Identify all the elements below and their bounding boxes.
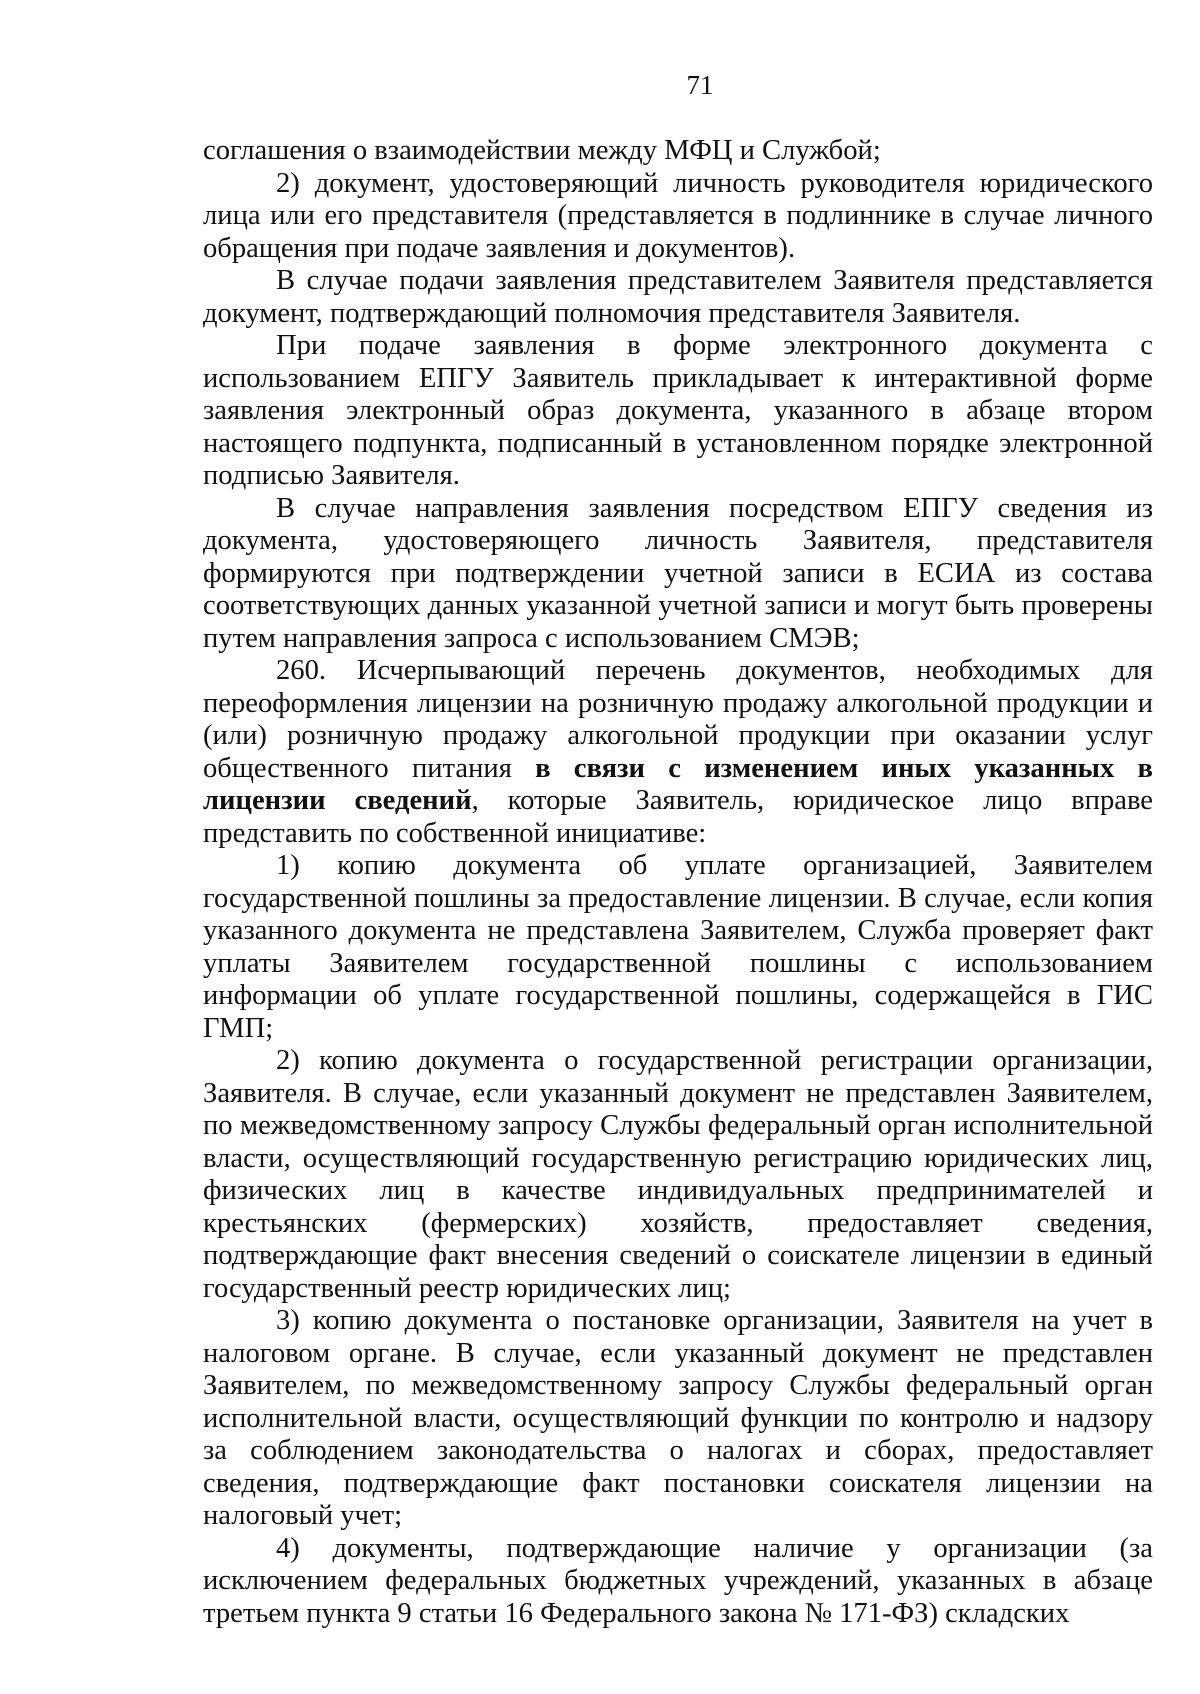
paragraph-p8 (203, 1305, 1153, 1533)
text-run: 260. Исчерпывающий перечень документов, необходимых для переоформления лицензии на розничную продажу алкогольной продукции и (или) розничную продажу алкогольной продукции при оказании услуг общественного питания (203, 655, 1153, 784)
text-run: , которые Заявитель, юридическое лицо вправе представить по собственной инициативе: (203, 785, 1153, 849)
paragraph-p3 (203, 330, 1153, 493)
text-run: 1) копию документа об уплате организацией, Заявителем государственной пошлины за предоставление лицензии. В случае, если копия указанного документа не представлена Заявителем, Служба проверяет факт уплаты Заявителем государственной пошлины с использованием информации об уплате государственной пошлины, содержащейся в ГИС ГМП; (203, 850, 1153, 1044)
document-body (203, 135, 1153, 1630)
paragraph-p5 (203, 655, 1153, 850)
paragraph-p1 (203, 168, 1153, 266)
text-run: соглашения о взаимодействии между МФЦ и Службой; (203, 135, 881, 166)
text-run: При подаче заявления в форме электронного документа с использованием ЕПГУ Заявитель прикладывает к интерактивной форме заявления электронный образ документа, указанного в абзаце втором настоящего подпункта, подписанный в установленном порядке электронной подписью Заявителя. (203, 330, 1153, 491)
paragraph-p0 (203, 135, 1153, 168)
paragraph-p4 (203, 493, 1153, 656)
text-run: 4) документы, подтверждающие наличие у организации (за исключением федеральных бюджетных учреждений, указанных в абзаце третьем пункта 9 статьи 16 Федерального закона № 171-ФЗ) складских (203, 1532, 1153, 1629)
paragraph-p7 (203, 1045, 1153, 1305)
text-run: 2) документ, удостоверяющий личность руководителя юридического лица или его представителя (представляется в подлиннике в случае личного обращения при подаче заявления и документов). (203, 167, 1153, 264)
paragraph-p2 (203, 265, 1153, 330)
text-run: 2) копию документа о государственной регистрации организации, Заявителя. В случае, если указанный документ не представлен Заявителем, по межведомственному запросу Службы федеральный орган исполнительной власти, осуществляющий государственную регистрацию юридических лиц, физических лиц в качестве индивидуальных предпринимателей и крестьянских (фермерских) хозяйств, предоставляет сведения, подтверждающие факт внесения сведений о соискателе лицензии в единый государственный реестр юридических лиц; (203, 1045, 1153, 1304)
bold-text-run: в связи с изменением иных указанных в лицензии сведений (203, 752, 1153, 816)
page-number: 71 (686, 70, 714, 100)
text-run: 3) копию документа о постановке организации, Заявителя на учет в налоговом органе. В случае, если указанный документ не представлен Заявителем, по межведомственному запросу Службы федеральный орган исполнительной власти, осуществляющий функции по контролю и надзору за соблюдением законодательства о налогах и сборах, предоставляет сведения, подтверждающие факт постановки соискателя лицензии на налоговый учет; (203, 1305, 1153, 1531)
text-run: В случае направления заявления посредством ЕПГУ сведения из документа, удостоверяющего личность Заявителя, представителя формируются при подтверждении учетной записи в ЕСИА из состава соответствующих данных указанной учетной записи и могут быть проверены путем направления запроса с использованием СМЭВ; (203, 492, 1153, 654)
text-run: В случае подачи заявления представителем Заявителя представляется документ, подтверждающий полномочия представителя Заявителя. (203, 265, 1153, 329)
paragraph-p9 (203, 1533, 1153, 1631)
paragraph-p6 (203, 850, 1153, 1045)
